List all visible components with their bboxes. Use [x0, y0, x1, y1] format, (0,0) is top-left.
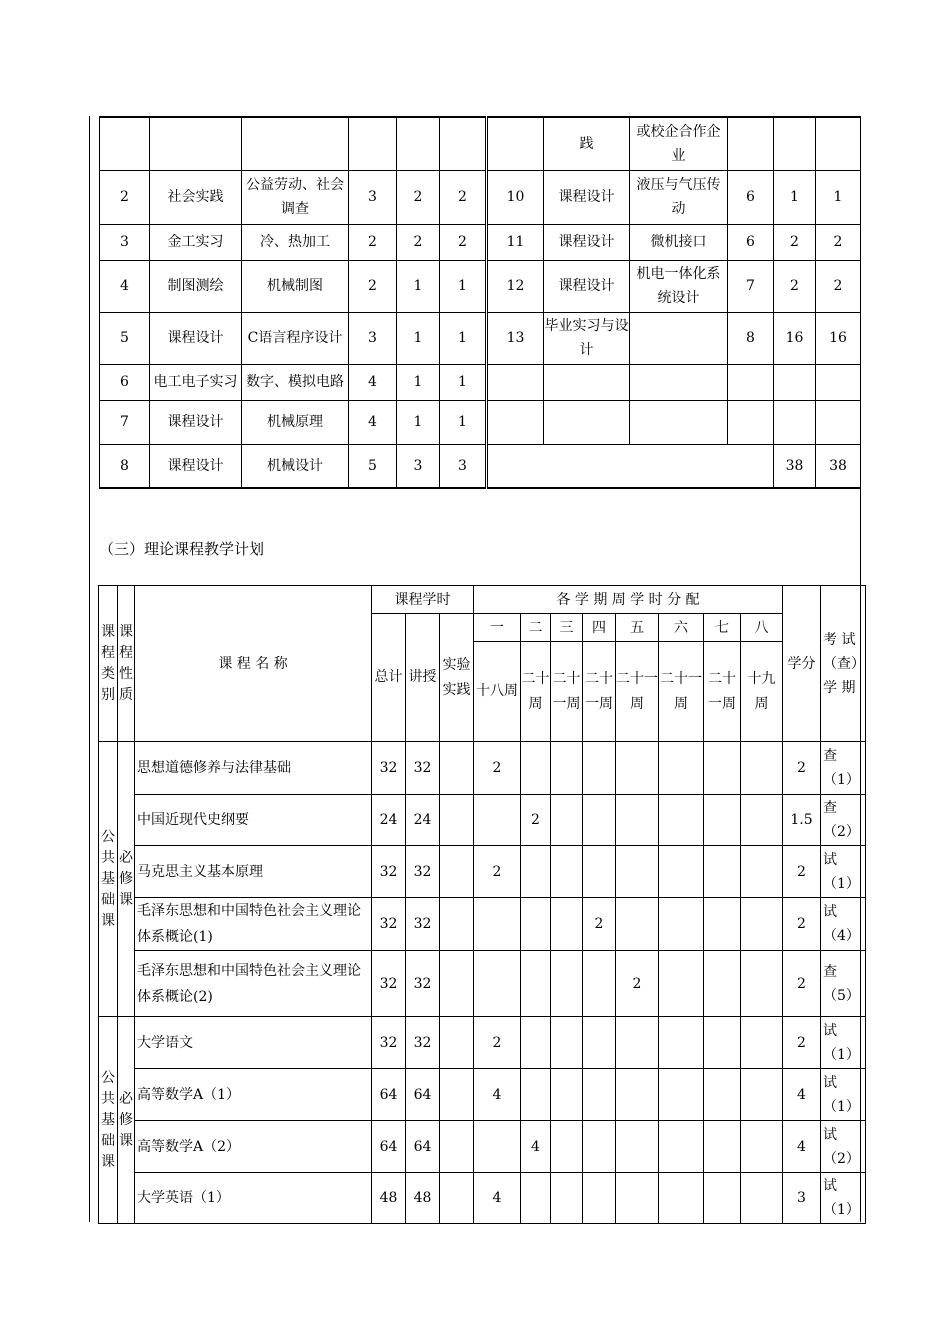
semester-header: 六	[659, 614, 704, 642]
semester-hours-cell	[551, 795, 583, 846]
semester-hours-cell	[521, 1173, 551, 1224]
practice-cell-term: 2	[349, 260, 397, 312]
semester-hours-cell	[521, 1069, 551, 1121]
practice-cell-term: 8	[728, 312, 774, 364]
exam-cell: 试（2）	[821, 1121, 866, 1173]
semester-hours-cell	[551, 1017, 583, 1069]
cell	[487, 117, 544, 170]
practice-cell-name	[544, 400, 630, 444]
semester-hours-cell	[704, 795, 741, 846]
exam-cell: 试（4）	[821, 898, 866, 951]
lab-hours-cell	[440, 1121, 474, 1173]
practice-cell-no: 2	[100, 170, 150, 224]
practice-cell-content: 机械制图	[242, 260, 349, 312]
practice-row	[100, 400, 861, 444]
practice-cell-content: 冷、热加工	[242, 224, 349, 260]
practice-cell-content: 数字、模拟电路	[242, 364, 349, 400]
practice-cell-no: 6	[100, 364, 150, 400]
lecture-hours-cell: 24	[406, 795, 440, 846]
lab-hours-cell	[440, 951, 474, 1017]
credits-cell: 1.5	[783, 795, 821, 846]
semester-hours-cell: 2	[474, 742, 521, 795]
semester-hours-cell	[741, 951, 783, 1017]
semester-hours-cell	[741, 1121, 783, 1173]
total-hours-cell: 32	[372, 1017, 406, 1069]
practice-cell-weeks: 1	[397, 312, 440, 364]
semester-hours-cell	[521, 951, 551, 1017]
course-row	[99, 1017, 866, 1069]
semester-hours-cell	[521, 742, 551, 795]
practice-cell-name: 课程设计	[150, 444, 242, 488]
semester-hours-cell	[474, 951, 521, 1017]
practice-cell-credits: 1	[816, 170, 861, 224]
course-name-cell: 高等数学A（2）	[135, 1121, 372, 1173]
semester-header: 五	[616, 614, 659, 642]
semester-hours-cell	[741, 1017, 783, 1069]
semester-weeks-header: 二十一周	[704, 642, 741, 742]
practice-cell-credits: 2	[440, 224, 487, 260]
semester-hours-cell	[551, 951, 583, 1017]
practice-cell-content	[630, 364, 728, 400]
practice-cell-weeks: 2	[774, 260, 816, 312]
practice-cell-weeks: 1	[397, 260, 440, 312]
practice-cell-term: 3	[349, 312, 397, 364]
practice-cell-weeks: 2	[774, 224, 816, 260]
nature-cell: 必修课	[118, 1017, 135, 1224]
practice-cell-credits: 1	[440, 260, 487, 312]
semester-hours-cell	[616, 1069, 659, 1121]
course-name-cell: 毛泽东思想和中国特色社会主义理论体系概论(1)	[135, 898, 372, 951]
practice-cell-content: 液压与气压传动	[630, 170, 728, 224]
semester-hours-cell	[659, 1173, 704, 1224]
course-row	[99, 1173, 866, 1224]
semester-hours-cell	[659, 742, 704, 795]
practice-cell-content: 机电一体化系统设计	[630, 260, 728, 312]
total-hours-cell: 32	[372, 846, 406, 898]
semester-weeks-header: 二十周	[521, 642, 551, 742]
practice-cell-credits: 1	[440, 364, 487, 400]
practice-cell-weeks	[774, 400, 816, 444]
cell	[150, 117, 242, 170]
practice-cell-name: 课程设计	[544, 260, 630, 312]
course-name-cell: 大学语文	[135, 1017, 372, 1069]
semester-hours-cell	[616, 846, 659, 898]
practice-cell-content	[630, 400, 728, 444]
semester-hours-cell	[583, 951, 616, 1017]
semester-weeks-header: 十八周	[474, 642, 521, 742]
practice-cell-credits: 2	[440, 170, 487, 224]
course-name-cell: 思想道德修养与法律基础	[135, 742, 372, 795]
semester-hours-cell	[551, 1069, 583, 1121]
semester-hours-cell: 4	[521, 1121, 551, 1173]
practice-cell-credits	[816, 364, 861, 400]
practice-cell-term: 5	[349, 444, 397, 488]
cell	[816, 117, 861, 170]
semester-hours-cell	[583, 1173, 616, 1224]
practice-cell-no: 10	[487, 170, 544, 224]
theory-header-row-1	[99, 586, 866, 614]
credits-header: 学分	[783, 586, 821, 742]
lecture-hours-cell: 64	[406, 1121, 440, 1173]
semester-hours-cell	[521, 846, 551, 898]
practice-row	[100, 444, 861, 488]
exam-cell: 查（2）	[821, 795, 866, 846]
credits-cell: 4	[783, 1121, 821, 1173]
semester-hours-cell	[616, 1121, 659, 1173]
nature-cell: 必修课	[118, 742, 135, 1017]
lecture-hours-cell: 32	[406, 951, 440, 1017]
practice-cell-content: 机械设计	[242, 444, 349, 488]
exam-cell: 试（1）	[821, 1069, 866, 1121]
practice-row	[100, 312, 861, 364]
credits-cell: 2	[783, 951, 821, 1017]
lecture-hours-cell: 32	[406, 846, 440, 898]
semester-hours-cell	[583, 846, 616, 898]
theory-course-table	[98, 585, 866, 1224]
practice-cell-weeks: 1	[397, 364, 440, 400]
cell	[349, 117, 397, 170]
course-name-header: 课 程 名 称	[135, 586, 372, 742]
category-header: 课程类别	[99, 586, 118, 742]
course-name-cell: 大学英语（1）	[135, 1173, 372, 1224]
semester-hours-cell	[616, 742, 659, 795]
credits-cell: 2	[783, 898, 821, 951]
practice-cell-term: 7	[728, 260, 774, 312]
lab-hours-cell	[440, 1173, 474, 1224]
credits-cell: 2	[783, 1017, 821, 1069]
semester-hours-cell	[474, 1121, 521, 1173]
semester-weeks-header: 二十一周	[616, 642, 659, 742]
total-hours-cell: 32	[372, 951, 406, 1017]
semester-header: 八	[741, 614, 783, 642]
semester-weeks-header: 二十一周	[583, 642, 616, 742]
category-cell: 公共基础课	[99, 742, 118, 1017]
semester-hours-cell	[741, 742, 783, 795]
course-row	[99, 1069, 866, 1121]
semester-hours-cell	[551, 1121, 583, 1173]
semester-hours-cell	[704, 1017, 741, 1069]
semester-hours-cell	[704, 898, 741, 951]
exam-cell: 试（1）	[821, 1173, 866, 1224]
practice-cell-no	[487, 364, 544, 400]
exam-cell: 试（1）	[821, 1017, 866, 1069]
practice-cell-name: 毕业实习与设计	[544, 312, 630, 364]
credits-cell: 2	[783, 846, 821, 898]
lecture-hours-cell: 64	[406, 1069, 440, 1121]
semester-hours-cell	[704, 1069, 741, 1121]
semester-hours-cell	[616, 795, 659, 846]
practice-cell-content	[630, 312, 728, 364]
credits-cell: 3	[783, 1173, 821, 1224]
exam-cell: 查（1）	[821, 742, 866, 795]
cell: 或校企合作企业	[630, 117, 728, 170]
total-hours-cell: 64	[372, 1121, 406, 1173]
practice-cell-no: 5	[100, 312, 150, 364]
total-hours-cell: 48	[372, 1173, 406, 1224]
course-row	[99, 795, 866, 846]
semester-weeks-header: 二十一周	[659, 642, 704, 742]
exam-cell: 查（5）	[821, 951, 866, 1017]
lecture-hours-header: 讲授	[406, 614, 440, 742]
practice-cell-content: 机械原理	[242, 400, 349, 444]
semester-hours-cell	[551, 742, 583, 795]
total-hours-header: 总计	[372, 614, 406, 742]
lab-hours-cell	[440, 1017, 474, 1069]
practice-cell-term	[728, 400, 774, 444]
semester-hours-cell	[583, 1017, 616, 1069]
practice-cell-name: 课程设计	[150, 312, 242, 364]
total-hours-cell: 64	[372, 1069, 406, 1121]
practice-cell-name	[544, 364, 630, 400]
semester-hours-cell	[659, 898, 704, 951]
practice-total-label	[487, 444, 774, 488]
semester-weeks-header: 二十一周	[551, 642, 583, 742]
lab-hours-cell	[440, 846, 474, 898]
total-hours-cell: 32	[372, 898, 406, 951]
practice-cell-name: 课程设计	[544, 170, 630, 224]
lab-hours-cell	[440, 898, 474, 951]
semester-hours-cell	[659, 1069, 704, 1121]
practice-cell-term: 3	[349, 170, 397, 224]
course-name-cell: 高等数学A（1）	[135, 1069, 372, 1121]
semester-hours-cell	[704, 1121, 741, 1173]
practice-table	[99, 116, 861, 489]
practice-row	[100, 260, 861, 312]
practice-cell-name: 电工电子实习	[150, 364, 242, 400]
practice-cell-term: 6	[728, 170, 774, 224]
semester-hours-cell	[551, 1173, 583, 1224]
course-row	[99, 846, 866, 898]
practice-cell-name: 制图测绘	[150, 260, 242, 312]
nature-header: 课程性质	[118, 586, 135, 742]
practice-cell-content: 微机接口	[630, 224, 728, 260]
practice-cell-term	[728, 364, 774, 400]
lab-hours-cell	[440, 1069, 474, 1121]
practice-cell-weeks: 1	[397, 400, 440, 444]
lecture-hours-cell: 48	[406, 1173, 440, 1224]
semester-hours-cell	[659, 1121, 704, 1173]
practice-cell-credits: 1	[440, 312, 487, 364]
semester-hours-cell	[659, 951, 704, 1017]
semester-hours-cell	[583, 1121, 616, 1173]
semester-hours-cell	[741, 1173, 783, 1224]
course-name-cell: 中国近现代史纲要	[135, 795, 372, 846]
practice-cell-name: 课程设计	[150, 400, 242, 444]
semester-hours-cell: 2	[474, 1017, 521, 1069]
semester-hours-cell	[583, 742, 616, 795]
semester-hours-cell	[741, 898, 783, 951]
practice-cell-name: 金工实习	[150, 224, 242, 260]
cell	[440, 117, 487, 170]
practice-cell-weeks: 3	[397, 444, 440, 488]
exam-cell: 试（1）	[821, 846, 866, 898]
practice-total-credits: 38	[816, 444, 861, 488]
semester-hours-cell	[704, 1173, 741, 1224]
semester-header: 七	[704, 614, 741, 642]
cell	[774, 117, 816, 170]
total-hours-cell: 24	[372, 795, 406, 846]
practice-cell-weeks	[774, 364, 816, 400]
semester-hours-cell	[741, 846, 783, 898]
course-row	[99, 1121, 866, 1173]
practice-cell-credits: 16	[816, 312, 861, 364]
lab-hours-cell	[440, 742, 474, 795]
practice-cell-credits: 3	[440, 444, 487, 488]
practice-cell-weeks: 16	[774, 312, 816, 364]
lab-hours-cell	[440, 795, 474, 846]
practice-cell-credits: 2	[816, 224, 861, 260]
semester-hours-cell	[616, 1173, 659, 1224]
semester-hours-cell	[551, 898, 583, 951]
semester-group-header: 各 学 期 周 学 时 分 配	[474, 586, 783, 614]
practice-header-row	[100, 117, 861, 170]
lab-hours-header: 实验实践	[440, 614, 474, 742]
semester-hours-cell	[616, 1017, 659, 1069]
semester-hours-cell: 2	[521, 795, 551, 846]
semester-hours-cell	[659, 1017, 704, 1069]
practice-cell-content: C语言程序设计	[242, 312, 349, 364]
practice-cell-no: 8	[100, 444, 150, 488]
exam-header: 考 试（查）学 期	[821, 586, 866, 742]
semester-hours-cell	[551, 846, 583, 898]
practice-row	[100, 364, 861, 400]
practice-cell-weeks: 1	[774, 170, 816, 224]
course-name-cell: 毛泽东思想和中国特色社会主义理论体系概论(2)	[135, 951, 372, 1017]
semester-hours-cell	[521, 1017, 551, 1069]
practice-cell-content: 公益劳动、社会调查	[242, 170, 349, 224]
semester-hours-cell: 2	[616, 951, 659, 1017]
lecture-hours-cell: 32	[406, 1017, 440, 1069]
lecture-hours-cell: 32	[406, 898, 440, 951]
semester-hours-cell	[659, 846, 704, 898]
course-row	[99, 898, 866, 951]
semester-header: 四	[583, 614, 616, 642]
semester-hours-cell: 4	[474, 1173, 521, 1224]
lecture-hours-cell: 32	[406, 742, 440, 795]
semester-hours-cell	[521, 898, 551, 951]
semester-hours-cell: 2	[474, 846, 521, 898]
course-name-cell: 马克思主义基本原理	[135, 846, 372, 898]
practice-cell-no: 13	[487, 312, 544, 364]
practice-row	[100, 224, 861, 260]
practice-cell-no: 12	[487, 260, 544, 312]
category-cell: 公共基础课	[99, 1017, 118, 1224]
credits-cell: 2	[783, 742, 821, 795]
total-hours-cell: 32	[372, 742, 406, 795]
course-row	[99, 951, 866, 1017]
cell: 践	[544, 117, 630, 170]
practice-cell-term: 4	[349, 400, 397, 444]
practice-cell-name: 课程设计	[544, 224, 630, 260]
hours-group-header: 课程学时	[372, 586, 474, 614]
semester-header: 一	[474, 614, 521, 642]
section-title: （三）理论课程教学计划	[99, 540, 265, 558]
practice-cell-term: 2	[349, 224, 397, 260]
practice-cell-term: 4	[349, 364, 397, 400]
semester-hours-cell: 4	[474, 1069, 521, 1121]
semester-hours-cell	[659, 795, 704, 846]
semester-weeks-header: 十九周	[741, 642, 783, 742]
practice-cell-no	[487, 400, 544, 444]
practice-cell-credits	[816, 400, 861, 444]
practice-cell-no: 4	[100, 260, 150, 312]
semester-hours-cell	[704, 742, 741, 795]
semester-header: 三	[551, 614, 583, 642]
semester-hours-cell: 2	[583, 898, 616, 951]
cell	[100, 117, 150, 170]
cell	[397, 117, 440, 170]
practice-cell-no: 3	[100, 224, 150, 260]
semester-hours-cell	[741, 1069, 783, 1121]
practice-cell-credits: 2	[816, 260, 861, 312]
practice-row	[100, 170, 861, 224]
practice-cell-no: 7	[100, 400, 150, 444]
semester-hours-cell	[583, 795, 616, 846]
semester-header: 二	[521, 614, 551, 642]
practice-cell-weeks: 2	[397, 170, 440, 224]
practice-cell-term: 6	[728, 224, 774, 260]
semester-hours-cell	[741, 795, 783, 846]
cell	[728, 117, 774, 170]
course-row	[99, 742, 866, 795]
credits-cell: 4	[783, 1069, 821, 1121]
semester-hours-cell	[474, 795, 521, 846]
semester-hours-cell	[704, 846, 741, 898]
semester-hours-cell	[616, 898, 659, 951]
practice-cell-credits: 1	[440, 400, 487, 444]
practice-cell-no: 11	[487, 224, 544, 260]
practice-total-weeks: 38	[774, 444, 816, 488]
semester-hours-cell	[704, 951, 741, 1017]
semester-hours-cell	[583, 1069, 616, 1121]
practice-cell-name: 社会实践	[150, 170, 242, 224]
semester-hours-cell	[474, 898, 521, 951]
cell	[242, 117, 349, 170]
practice-cell-weeks: 2	[397, 224, 440, 260]
